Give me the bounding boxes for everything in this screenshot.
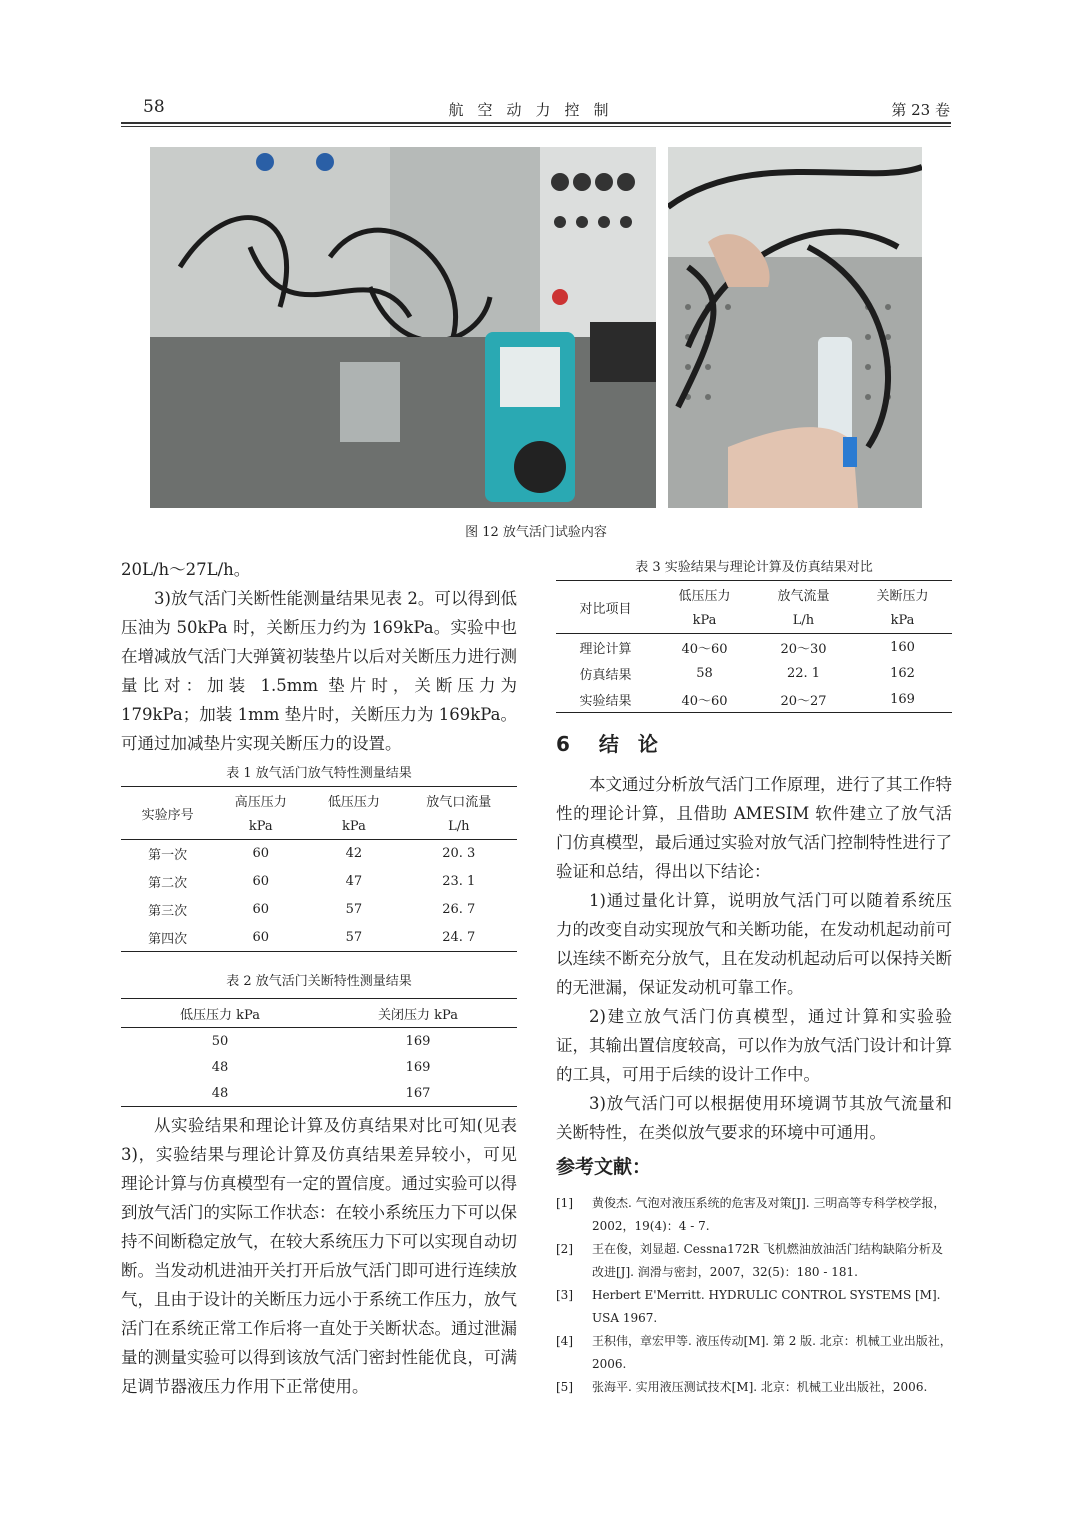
table-cell: 57 — [345, 902, 363, 917]
left-column — [121, 555, 517, 758]
left-column-bottom — [121, 1111, 517, 1401]
table-cell: 23. 1 — [442, 874, 476, 889]
table-cell: 50 — [211, 1033, 229, 1049]
table3-header-item: 对比项目 — [556, 581, 655, 634]
conclusion-2: 2)建立放气活门仿真模型，通过计算和实验验证，其输出置信度较高，可以作为放气活门设计和计算的工具，可用于后续的设计工作中。 — [556, 1007, 952, 1084]
table3-header-close: 关断压力 — [853, 581, 952, 608]
photo-test-bench — [150, 147, 656, 508]
paragraph-continued: 20L/h～27L/h。 — [121, 560, 251, 579]
table-cell: 169 — [853, 686, 952, 713]
table-cell: 26. 7 — [442, 902, 476, 917]
section-number: 6 — [556, 732, 570, 756]
table1-header-low: 低压压力 — [307, 787, 400, 814]
table-cell: 第一次 — [148, 848, 188, 864]
table-cell: 57 — [307, 924, 400, 952]
table-cell: 60 — [252, 902, 270, 917]
table-cell: 169 — [405, 1033, 431, 1049]
reference-number: [1] — [556, 1196, 573, 1210]
table2-header-low: 低压压力 kPa — [121, 999, 319, 1028]
table-row — [556, 660, 952, 686]
table2-caption: 表 2 放气活门关断特性测量结果 — [226, 974, 412, 989]
table-cell: 20～27 — [754, 686, 853, 713]
reference-text: 张海平. 实用液压测试技术[M]. 北京：机械工业出版社，2006. — [592, 1380, 928, 1394]
table-cell: 162 — [890, 665, 915, 681]
table-cell: 仿真结果 — [579, 667, 632, 683]
table3-unit-flow: L/h — [754, 607, 853, 634]
table-cell: 40～60 — [655, 686, 754, 713]
table-cell: 60 — [252, 874, 270, 889]
reference-item — [556, 1330, 952, 1376]
figure-caption: 图 12 放气活门试验内容 — [465, 525, 607, 540]
table3-unit-close: kPa — [853, 607, 952, 634]
table-row — [121, 924, 517, 952]
header-rule — [121, 122, 951, 124]
table-cell: 167 — [319, 1080, 517, 1107]
reference-number: [5] — [556, 1380, 573, 1394]
conclusion-intro: 本文通过分析放气活门工作原理，进行了其工作特性的理论计算，且借助 AMESIM 软件建立了放气活门仿真模型，最后通过实验对放气活门控制特性进行了验证和总结，得出以下结论： — [556, 775, 952, 881]
reference-text: 王积伟，章宏甲等. 液压传动[M]. 第 2 版. 北京：机械工业出版社，2006. — [592, 1334, 952, 1371]
table3-caption: 表 3 实验结果与理论计算及仿真结果对比 — [635, 560, 873, 575]
right-column — [556, 770, 952, 1147]
table-row — [121, 1054, 517, 1080]
table1-header-flow: 放气口流量 — [401, 787, 517, 814]
table1-unit-high: kPa — [214, 813, 307, 840]
conclusion-1: 1)通过量化计算，说明放气活门可以随着系统压力的改变自动实现放气和关断功能，在发动机起动前可以连续不断充分放气，且在发动机起动后可以保持关断的无泄漏，保证发动机可靠工作。 — [556, 891, 952, 997]
references-title: 参考文献： — [556, 1156, 652, 1178]
reference-number: [4] — [556, 1334, 573, 1348]
page-number: 58 — [143, 97, 165, 117]
reference-item — [556, 1284, 952, 1330]
table-cell: 48 — [121, 1080, 319, 1107]
table1-header-high: 高压压力 — [214, 787, 307, 814]
section-heading — [556, 728, 664, 757]
table1-caption: 表 1 放气活门放气特性测量结果 — [226, 766, 412, 781]
table2 — [121, 998, 517, 1107]
paragraph-comparison: 从实验结果和理论计算及仿真结果对比可知(见表 3)，实验结果与理论计算及仿真结果差异较小，可见理论计算与仿真模型有一定的置信度。通过实验可以得到放气活门的实际工作状态：在较小系统压力下可以保持不间断稳定放气，在较大系统压力下可以实现自动切断。当发动机进油开关打开后放气活门即可进行连续放气，且由于设计的关断压力远小于系统工作压力，放气活门在系统正常工作后将一直处于关断状态。通过泄漏量的测量实验可以得到该放气活门密封性能优良，可满足调节器液压力作用下正常使用。 — [121, 1116, 517, 1396]
conclusion-3: 3)放气活门可以根据使用环境调节其放气流量和关断特性，在类似放气要求的环境中可通用。 — [556, 1094, 952, 1142]
reference-number: [2] — [556, 1242, 573, 1256]
table3-header-low: 低压压力 — [655, 581, 754, 608]
paragraph-3: 3)放气活门关断性能测量结果见表 2。可以得到低压油为 50kPa 时，关断压力约为 169kPa。实验中也在增减放气活门大弹簧初装垫片以后对关断压力进行测量比对：加装 1.5mm 垫片时，关断压力为 179kPa；加装 1mm 垫片时，关断压力为 169kPa。可通过加减垫片实现关断压力的设置。 — [121, 589, 517, 753]
table-row — [121, 1080, 517, 1107]
table-row — [556, 686, 952, 713]
reference-item — [556, 1376, 952, 1399]
table-cell: 第四次 — [121, 924, 214, 952]
section-title: 结 论 — [598, 732, 664, 756]
table-cell: 47 — [345, 874, 363, 889]
reference-number: [3] — [556, 1288, 573, 1302]
table3-header-flow: 放气流量 — [754, 581, 853, 608]
table-cell: 48 — [211, 1059, 229, 1075]
references-list — [556, 1192, 952, 1399]
reference-item — [556, 1238, 952, 1284]
table-cell: 22. 1 — [786, 665, 821, 681]
table-cell: 理论计算 — [579, 641, 632, 657]
table2-header-close: 关闭压力 kPa — [319, 999, 517, 1028]
table1-unit-flow: L/h — [401, 813, 517, 840]
table-cell: 42 — [345, 846, 363, 862]
reference-item — [556, 1192, 952, 1238]
volume-label: 第 23 卷 — [891, 101, 950, 119]
table3-unit-low: kPa — [655, 607, 754, 634]
table-cell: 第二次 — [148, 876, 188, 891]
table-row — [121, 840, 517, 868]
table-cell: 58 — [696, 665, 713, 681]
table-row — [121, 868, 517, 896]
table3 — [556, 580, 952, 713]
table-cell: 160 — [890, 639, 915, 655]
table-cell: 60 — [252, 846, 270, 862]
reference-text: 黄俊杰. 气泡对液压系统的危害及对策[J]. 三明高等专科学校学报，2002，19(4)：4 - 7. — [592, 1196, 946, 1233]
table1 — [121, 786, 517, 952]
reference-text: 王在俊，刘显超. Cessna172R 飞机燃油放油活门结构缺陷分析及改进[J]. 润滑与密封，2007，32(5)：180 - 181. — [592, 1242, 943, 1279]
photo-leak-measurement — [668, 147, 922, 508]
table-cell: 40～60 — [681, 641, 728, 657]
table1-unit-low: kPa — [307, 813, 400, 840]
table-row — [556, 634, 952, 661]
table-cell: 实验结果 — [556, 686, 655, 713]
table1-header-seq: 实验序号 — [121, 787, 214, 840]
header-rule-thin — [121, 126, 951, 127]
table-cell: 24. 7 — [401, 924, 517, 952]
table-row — [121, 896, 517, 924]
table-row — [121, 1028, 517, 1055]
table-cell: 60 — [214, 924, 307, 952]
journal-title: 航空动力控制 — [448, 101, 623, 119]
table-cell: 20. 3 — [442, 846, 476, 862]
table-cell: 169 — [405, 1059, 431, 1075]
table-cell: 第三次 — [148, 904, 188, 919]
table-cell: 20～30 — [780, 641, 827, 657]
reference-text: Herbert E'Merritt. HYDRULIC CONTROL SYSTEMS [M]. USA 1967. — [592, 1288, 941, 1325]
